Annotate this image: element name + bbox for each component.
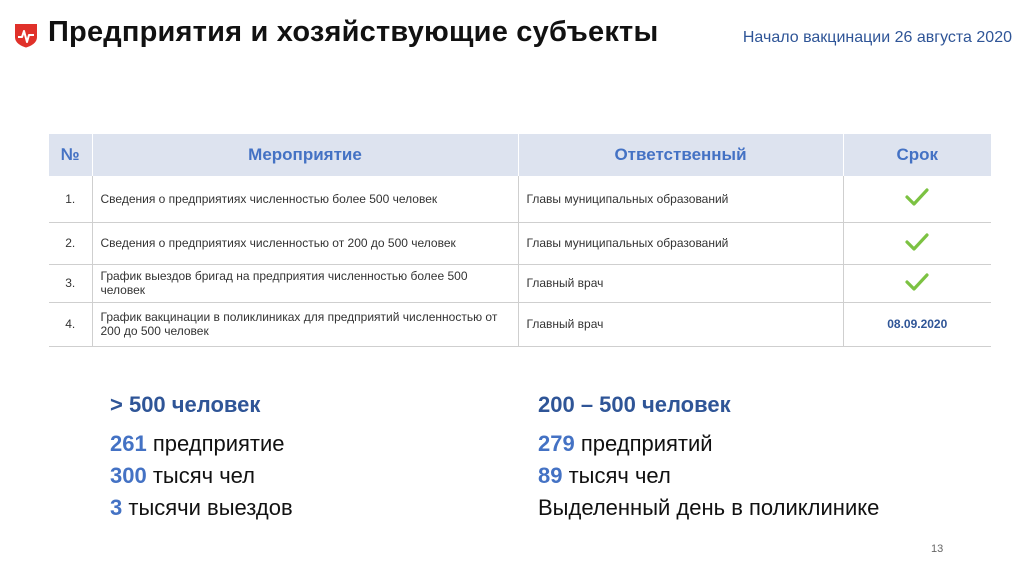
row-responsible: Главы муниципальных образований: [518, 176, 843, 222]
stat-line: [538, 492, 879, 524]
table-row: [49, 176, 991, 222]
row-term: [843, 176, 991, 222]
row-responsible: Главный врач: [518, 302, 843, 346]
header-responsible: Ответственный: [518, 134, 843, 176]
row-activity: Сведения о предприятиях численностью от 200 до 500 человек: [92, 222, 518, 264]
stat-number: 300: [110, 463, 147, 488]
term-date: 08.09.2020: [887, 317, 948, 331]
table-row: [49, 264, 991, 302]
row-number: 2.: [49, 222, 92, 264]
page-title: Предприятия и хозяйствующие субъекты: [48, 16, 659, 48]
check-icon: [905, 232, 929, 252]
table-header-row: [49, 134, 991, 176]
check-icon: [905, 187, 929, 207]
check-icon: [905, 272, 929, 292]
stat-text: Выделенный день в поликлинике: [538, 495, 880, 520]
stat-line: [110, 492, 293, 524]
table-row: [49, 222, 991, 264]
row-activity: График выездов бригад на предприятия численностью более 500 человек: [92, 264, 518, 302]
header-activity: Мероприятие: [92, 134, 518, 176]
stat-text: тысяч чел: [562, 463, 671, 488]
header-term: Срок: [896, 145, 939, 164]
stat-text: тысяч чел: [146, 463, 256, 488]
stats-200-500: [538, 392, 879, 524]
row-number: 3.: [49, 264, 92, 302]
stat-number: 3: [110, 495, 123, 520]
stats-over-500-heading: > 500 человек: [110, 392, 261, 417]
row-term: [843, 222, 991, 264]
stat-number: 261: [110, 431, 147, 456]
row-activity: График вакцинации в поликлиниках для предприятий численностью от 200 до 500 человек: [92, 302, 518, 346]
table-row: [49, 302, 991, 346]
stat-line: [110, 460, 293, 492]
vaccination-start-subtitle: Начало вакцинации 26 августа 2020: [742, 29, 1012, 46]
stat-line: [538, 428, 879, 460]
row-number: 1.: [49, 176, 92, 222]
header-number: №: [49, 134, 92, 176]
row-activity: Сведения о предприятиях численностью более 500 человек: [92, 176, 518, 222]
stat-text: предприятий: [574, 431, 713, 456]
stat-text: предприятие: [146, 431, 285, 456]
stat-number: 279: [538, 431, 575, 456]
stats-200-500-heading: 200 – 500 человек: [538, 392, 731, 417]
row-term: [843, 302, 991, 346]
stat-number: 89: [538, 463, 563, 488]
row-responsible: Главный врач: [518, 264, 843, 302]
stat-line: [538, 460, 879, 492]
stat-line: [110, 428, 293, 460]
row-term: [843, 264, 991, 302]
measures-table: [49, 134, 991, 347]
page-number: 13: [931, 543, 944, 555]
row-responsible: Главы муниципальных образований: [518, 222, 843, 264]
row-number: 4.: [49, 302, 92, 346]
stats-over-500: [110, 392, 293, 524]
stat-text: тысячи выездов: [122, 495, 293, 520]
coat-of-arms-logo: [13, 22, 39, 48]
